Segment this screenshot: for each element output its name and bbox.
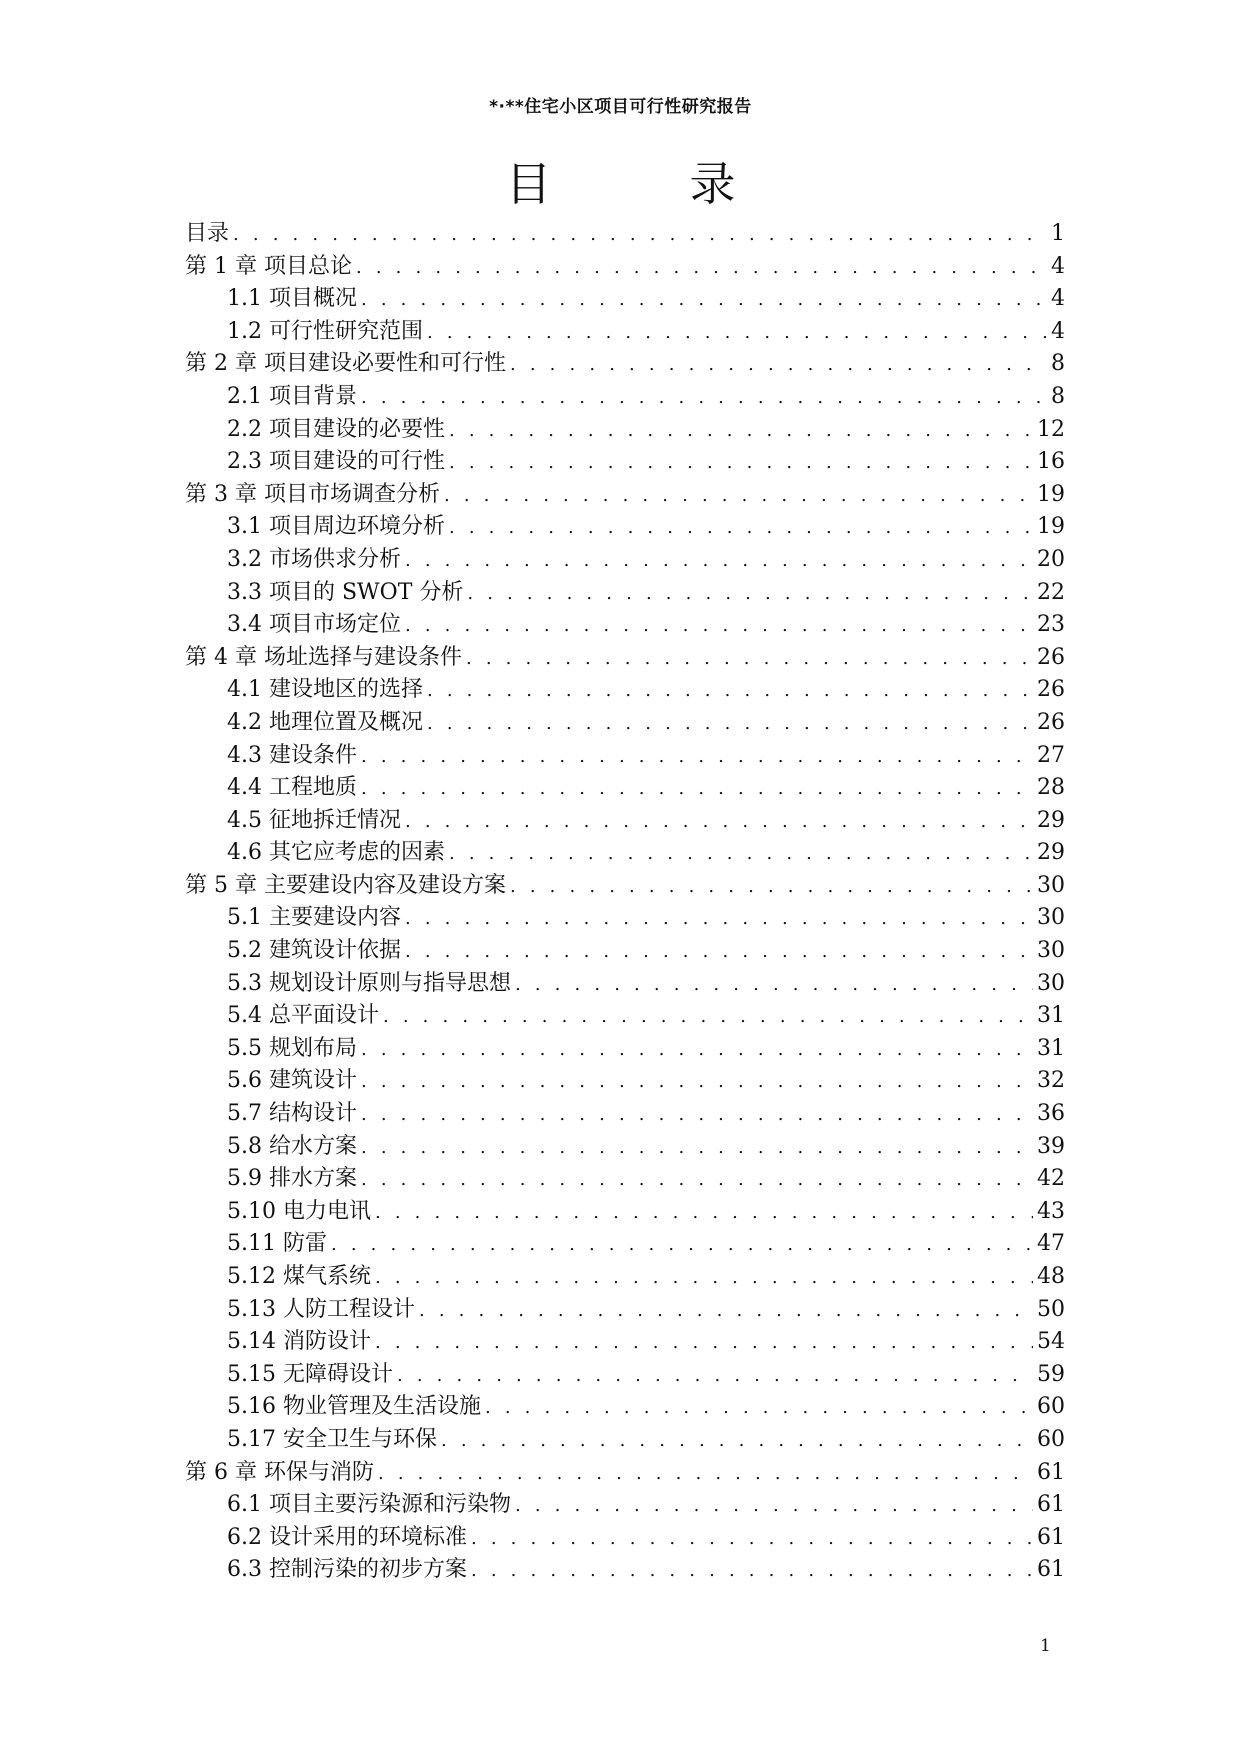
toc-dot-leader	[405, 936, 1033, 969]
toc-entry-page: 60	[1037, 1426, 1065, 1452]
toc-dot-leader	[467, 578, 1033, 611]
toc-dot-leader	[449, 447, 1033, 480]
toc-dot-leader	[466, 643, 1033, 676]
toc-dot-leader	[510, 871, 1033, 904]
toc-entry[interactable]	[185, 1131, 1065, 1164]
toc-entry-page: 48	[1037, 1264, 1065, 1289]
toc-entry[interactable]	[185, 348, 1065, 381]
toc-entry-label: 第 2 章 项目建设必要性和可行性	[185, 351, 506, 377]
toc-entry-label: 5.1 主要建设内容	[227, 905, 401, 931]
toc-dot-leader	[361, 284, 1047, 317]
toc-dot-leader	[449, 838, 1033, 871]
toc-entry-label: 2.3 项目建设的可行性	[227, 449, 445, 475]
toc-entry-page: 47	[1037, 1231, 1065, 1257]
toc-dot-leader	[375, 1197, 1033, 1230]
toc-entry-label: 2.2 项目建设的必要性	[227, 416, 445, 442]
toc-entry-page: 4	[1051, 318, 1065, 344]
toc-entry-page: 30	[1037, 970, 1065, 996]
toc-dot-leader	[510, 349, 1047, 382]
toc-entry[interactable]	[185, 544, 1065, 577]
toc-entry-label: 5.12 煤气系统	[227, 1264, 371, 1289]
toc-entry-label: 3.3 项目的 SWOT 分析	[227, 579, 464, 605]
toc-entry[interactable]	[185, 740, 1065, 773]
toc-entry[interactable]	[185, 642, 1065, 675]
toc-dot-leader	[378, 1458, 1033, 1491]
toc-entry-label: 4.6 其它应考虑的因素	[227, 840, 445, 866]
toc-entry-label: 5.6 建筑设计	[227, 1068, 357, 1094]
toc-entry[interactable]	[185, 1359, 1065, 1392]
toc-dot-leader	[361, 741, 1033, 774]
toc-entry-page: 30	[1037, 938, 1065, 964]
toc-dot-leader	[405, 903, 1033, 936]
toc-entry-label: 5.14 消防设计	[227, 1329, 371, 1355]
toc-entry-label: 5.8 给水方案	[227, 1133, 357, 1159]
toc-entry-page: 16	[1037, 449, 1065, 475]
toc-entry-page: 42	[1037, 1166, 1065, 1192]
toc-entry-label: 5.9 排水方案	[227, 1166, 357, 1192]
toc-entry-page: 32	[1037, 1068, 1065, 1094]
toc-entry-page: 36	[1037, 1101, 1065, 1127]
toc-entry[interactable]	[185, 1294, 1065, 1327]
toc-dot-leader	[405, 806, 1033, 839]
toc-entry-label: 第 1 章 项目总论	[185, 253, 352, 279]
toc-entry[interactable]	[185, 283, 1065, 316]
toc-entry-label: 第 4 章 场址选择与建设条件	[185, 644, 462, 670]
toc-entry-label: 1.2 可行性研究范围	[227, 318, 423, 344]
toc-entry-page: 54	[1037, 1329, 1065, 1355]
toc-entry-page: 29	[1037, 840, 1065, 866]
toc-dot-leader	[449, 512, 1033, 545]
toc-entry-label: 5.11 防雷	[227, 1231, 327, 1257]
toc-dot-leader	[485, 1392, 1033, 1425]
toc-dot-leader	[397, 1360, 1033, 1393]
toc-dot-leader	[331, 1229, 1033, 1262]
toc-entry[interactable]	[185, 968, 1065, 1001]
toc-entry[interactable]	[185, 414, 1065, 447]
toc-entry-label: 4.5 征地拆迁情况	[227, 807, 401, 833]
toc-dot-leader	[515, 969, 1033, 1002]
toc-entry-page: 59	[1037, 1361, 1065, 1387]
running-header: *·**住宅小区项目可行性研究报告	[489, 97, 752, 117]
toc-entry-label: 4.1 建设地区的选择	[227, 677, 423, 703]
toc-dot-leader	[427, 708, 1033, 741]
toc-entry-page: 30	[1037, 905, 1065, 931]
toc-entry-label: 5.16 物业管理及生活设施	[227, 1394, 481, 1420]
toc-entry[interactable]	[185, 218, 1065, 251]
toc-dot-leader	[361, 1034, 1033, 1067]
toc-entry[interactable]	[185, 251, 1065, 284]
toc-entry-page: 19	[1037, 514, 1065, 540]
toc-list	[185, 218, 1065, 1587]
toc-entry-label: 6.1 项目主要污染源和污染物	[227, 1492, 511, 1518]
toc-dot-leader	[515, 1490, 1033, 1523]
toc-entry-page: 61	[1037, 1459, 1065, 1485]
toc-dot-leader	[405, 610, 1033, 643]
toc-dot-leader	[441, 1425, 1033, 1458]
toc-entry[interactable]	[185, 805, 1065, 838]
toc-entry-label: 5.5 规划布局	[227, 1035, 357, 1061]
toc-entry-page: 20	[1037, 546, 1065, 572]
toc-dot-leader	[383, 1001, 1033, 1034]
toc-entry-page: 43	[1037, 1198, 1065, 1224]
toc-entry-page: 26	[1037, 709, 1065, 735]
toc-entry-label: 3.1 项目周边环境分析	[227, 514, 445, 540]
toc-dot-leader	[361, 382, 1047, 415]
toc-entry-page: 26	[1037, 677, 1065, 703]
toc-entry-page: 4	[1051, 253, 1065, 279]
toc-dot-leader	[427, 675, 1033, 708]
toc-entry[interactable]	[185, 479, 1065, 512]
toc-dot-leader	[233, 219, 1047, 252]
toc-entry[interactable]	[185, 1261, 1065, 1294]
toc-entry-page: 1	[1051, 221, 1065, 246]
toc-entry-label: 第 5 章 主要建设内容及建设方案	[185, 872, 506, 898]
toc-entry-page: 27	[1037, 742, 1065, 768]
toc-entry[interactable]	[185, 1554, 1065, 1587]
toc-entry-label: 4.3 建设条件	[227, 742, 357, 768]
toc-dot-leader	[444, 480, 1033, 513]
toc-entry-label: 第 6 章 环保与消防	[185, 1459, 374, 1485]
toc-dot-leader	[449, 415, 1033, 448]
toc-entry[interactable]	[185, 1457, 1065, 1490]
toc-entry-label: 5.10 电力电讯	[227, 1198, 371, 1224]
toc-dot-leader	[361, 1066, 1033, 1099]
toc-entry-label: 目录	[185, 221, 230, 246]
toc-entry-page: 23	[1037, 612, 1065, 638]
toc-dot-leader	[471, 1523, 1033, 1556]
toc-entry[interactable]	[185, 1522, 1065, 1555]
toc-entry[interactable]	[185, 674, 1065, 707]
toc-entry[interactable]	[185, 1489, 1065, 1522]
toc-entry-page: 61	[1037, 1524, 1065, 1550]
toc-entry-page: 50	[1037, 1296, 1065, 1322]
toc-entry-page: 39	[1037, 1133, 1065, 1159]
toc-entry-page: 8	[1051, 351, 1065, 377]
toc-dot-leader	[419, 1295, 1033, 1328]
toc-entry-label: 5.13 人防工程设计	[227, 1296, 415, 1322]
toc-entry[interactable]	[185, 446, 1065, 479]
toc-entry-label: 第 3 章 项目市场调查分析	[185, 481, 440, 507]
toc-dot-leader	[405, 545, 1033, 578]
toc-entry-page: 30	[1037, 872, 1065, 898]
toc-entry[interactable]	[185, 1033, 1065, 1066]
toc-title: 目 录	[505, 157, 736, 211]
toc-dot-leader	[375, 1327, 1033, 1360]
toc-dot-leader	[471, 1555, 1033, 1588]
toc-dot-leader	[375, 1262, 1033, 1295]
toc-dot-leader	[427, 317, 1047, 350]
toc-entry[interactable]	[185, 1391, 1065, 1424]
toc-entry-label: 5.7 结构设计	[227, 1101, 357, 1127]
toc-entry[interactable]	[185, 772, 1065, 805]
toc-dot-leader	[361, 1164, 1033, 1197]
toc-entry-label: 1.1 项目概况	[227, 286, 357, 312]
toc-entry-page: 26	[1037, 644, 1065, 670]
toc-entry-page: 8	[1051, 383, 1065, 409]
toc-entry[interactable]	[185, 511, 1065, 544]
toc-entry[interactable]	[185, 837, 1065, 870]
toc-entry-page: 31	[1037, 1035, 1065, 1061]
toc-entry-label: 4.4 工程地质	[227, 775, 357, 801]
toc-entry-label: 5.2 建筑设计依据	[227, 938, 401, 964]
toc-entry[interactable]	[185, 707, 1065, 740]
toc-dot-leader	[361, 773, 1033, 806]
toc-entry[interactable]	[185, 1065, 1065, 1098]
toc-entry-label: 5.17 安全卫生与环保	[227, 1426, 437, 1452]
toc-entry-label: 5.4 总平面设计	[227, 1003, 379, 1029]
toc-entry[interactable]	[185, 609, 1065, 642]
toc-entry-page: 19	[1037, 481, 1065, 507]
toc-entry-label: 2.1 项目背景	[227, 383, 357, 409]
toc-entry-page: 61	[1037, 1492, 1065, 1518]
toc-entry-page: 4	[1051, 286, 1065, 312]
toc-entry[interactable]	[185, 1326, 1065, 1359]
toc-entry-label: 4.2 地理位置及概况	[227, 709, 423, 735]
toc-entry[interactable]	[185, 381, 1065, 414]
toc-entry-page: 12	[1037, 416, 1065, 442]
toc-entry-label: 3.4 项目市场定位	[227, 612, 401, 638]
toc-entry[interactable]	[185, 1424, 1065, 1457]
toc-entry-label: 5.3 规划设计原则与指导思想	[227, 970, 511, 996]
toc-entry[interactable]	[185, 935, 1065, 968]
toc-entry[interactable]	[185, 1196, 1065, 1229]
toc-entry[interactable]	[185, 1163, 1065, 1196]
toc-entry-label: 6.3 控制污染的初步方案	[227, 1557, 467, 1583]
toc-entry-label: 3.2 市场供求分析	[227, 546, 401, 572]
toc-entry[interactable]	[185, 1098, 1065, 1131]
toc-entry-page: 22	[1037, 579, 1065, 605]
toc-entry-label: 5.15 无障碍设计	[227, 1361, 393, 1387]
toc-entry-page: 29	[1037, 807, 1065, 833]
toc-entry[interactable]	[185, 1228, 1065, 1261]
toc-entry[interactable]	[185, 316, 1065, 349]
toc-entry[interactable]	[185, 577, 1065, 610]
toc-entry[interactable]	[185, 870, 1065, 903]
toc-entry-label: 6.2 设计采用的环境标准	[227, 1524, 467, 1550]
toc-dot-leader	[356, 252, 1047, 285]
toc-dot-leader	[361, 1132, 1033, 1165]
toc-entry-page: 28	[1037, 775, 1065, 801]
toc-entry-page: 31	[1037, 1003, 1065, 1029]
toc-entry[interactable]	[185, 902, 1065, 935]
toc-dot-leader	[361, 1099, 1033, 1132]
toc-entry-page: 61	[1037, 1557, 1065, 1583]
page-number: 1	[1040, 1636, 1051, 1656]
toc-entry-page: 60	[1037, 1394, 1065, 1420]
toc-entry[interactable]	[185, 1000, 1065, 1033]
